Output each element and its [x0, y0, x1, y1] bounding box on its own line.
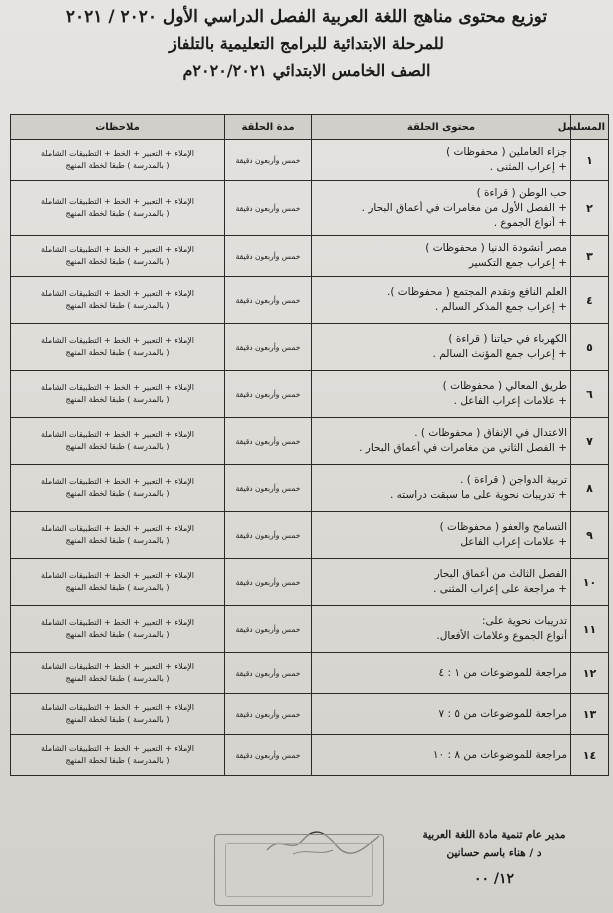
- episode-content: [312, 324, 571, 371]
- content-line: + إعراب جمع المذكر السالم .: [434, 301, 567, 313]
- column-header-content: محتوى الحلقة: [312, 115, 571, 140]
- notes-line: ( بالمدرسة ) طبقا لخطة المنهج: [65, 395, 170, 404]
- notes-line: ( بالمدرسة ) طبقا لخطة المنهج: [65, 348, 170, 357]
- episode-content: [312, 181, 571, 236]
- notes-line: ( بالمدرسة ) طبقا لخطة المنهج: [65, 715, 170, 724]
- row-number: ٧: [571, 418, 609, 465]
- content-line: مراجعة للموضوعات من ١ : ٤: [438, 666, 567, 679]
- episode-notes: [11, 324, 225, 371]
- table-row: [11, 559, 609, 606]
- notes-line: ( بالمدرسة ) طبقا لخطة المنهج: [65, 756, 170, 765]
- curriculum-table: [10, 114, 609, 776]
- content-line: مصر أنشودة الدنيا ( محفوظات ): [425, 242, 567, 254]
- episode-notes: [11, 371, 225, 418]
- row-number: ٨: [571, 465, 609, 512]
- official-stamp: [214, 834, 384, 906]
- row-number: ٩: [571, 512, 609, 559]
- column-header-duration: مدة الحلقة: [225, 115, 312, 140]
- notes-line: الإملاء + التعبير + الخط + التطبيقات الشاملة: [40, 571, 195, 580]
- notes-line: ( بالمدرسة ) طبقا لخطة المنهج: [65, 301, 170, 310]
- episode-content: [312, 735, 571, 776]
- episode-duration: خمس وأربعون دقيقة: [225, 181, 312, 236]
- episode-duration: خمس وأربعون دقيقة: [225, 512, 312, 559]
- episode-content: [312, 277, 571, 324]
- row-number: ٣: [571, 236, 609, 277]
- episode-content: [312, 236, 571, 277]
- episode-duration: خمس وأربعون دقيقة: [225, 277, 312, 324]
- notes-line: ( بالمدرسة ) طبقا لخطة المنهج: [65, 489, 170, 498]
- signature-date: ١٢/ ٠٠: [473, 871, 515, 887]
- episode-duration: خمس وأربعون دقيقة: [225, 371, 312, 418]
- notes-line: ( بالمدرسة ) طبقا لخطة المنهج: [65, 630, 170, 639]
- signatory-title: مدير عام تنمية مادة اللغة العربية: [422, 829, 566, 841]
- episode-notes: [11, 559, 225, 606]
- column-header-num: المسلسل: [571, 115, 609, 140]
- row-number: ١٤: [571, 735, 609, 776]
- episode-content: [312, 371, 571, 418]
- table-row: [11, 371, 609, 418]
- table-row: [11, 236, 609, 277]
- episode-content: [312, 653, 571, 694]
- row-number: ٤: [571, 277, 609, 324]
- episode-duration: خمس وأربعون دقيقة: [225, 324, 312, 371]
- episode-content: [312, 140, 571, 181]
- header-grade-line: الصف الخامس الابتدائي ٢٠٢٠/٢٠٢١م: [182, 61, 431, 80]
- document-footer: [0, 820, 613, 913]
- episode-duration: خمس وأربعون دقيقة: [225, 735, 312, 776]
- table-row: [11, 324, 609, 371]
- signatory-name: د / هناء باسم حسانين: [446, 847, 542, 859]
- table-row: [11, 512, 609, 559]
- content-line: + مراجعة على إعراب المثنى .: [433, 583, 567, 595]
- row-number: ١١: [571, 606, 609, 653]
- header-subtitle-line: للمرحلة الابتدائية للبرامج التعليمية بالتلفاز: [169, 34, 444, 53]
- episode-duration: خمس وأربعون دقيقة: [225, 606, 312, 653]
- notes-line: الإملاء + التعبير + الخط + التطبيقات الشاملة: [40, 149, 195, 158]
- content-line: + إعراب جمع التكسير: [468, 257, 567, 269]
- content-line: + إعراب جمع المؤنث السالم .: [432, 348, 567, 360]
- content-line: + الفصل الثاني من مغامرات في أعماق البحار .: [359, 442, 567, 454]
- content-line: الفصل الثالث من أعماق البحار: [434, 568, 567, 580]
- episode-content: [312, 512, 571, 559]
- notes-line: ( بالمدرسة ) طبقا لخطة المنهج: [65, 536, 170, 545]
- notes-line: الإملاء + التعبير + الخط + التطبيقات الشاملة: [40, 477, 195, 486]
- episode-content: [312, 694, 571, 735]
- notes-line: ( بالمدرسة ) طبقا لخطة المنهج: [65, 583, 170, 592]
- episode-notes: [11, 277, 225, 324]
- episode-duration: خمس وأربعون دقيقة: [225, 418, 312, 465]
- notes-line: الإملاء + التعبير + الخط + التطبيقات الشاملة: [40, 524, 195, 533]
- table-row: [11, 606, 609, 653]
- notes-line: الإملاء + التعبير + الخط + التطبيقات الشاملة: [40, 744, 195, 753]
- table-header-row: [11, 115, 609, 140]
- content-line: أنواع الجموع وعلامات الأفعال.: [436, 630, 567, 642]
- table-row: [11, 140, 609, 181]
- table-row: [11, 181, 609, 236]
- notes-line: الإملاء + التعبير + الخط + التطبيقات الشاملة: [40, 197, 195, 206]
- episode-notes: [11, 418, 225, 465]
- episode-notes: [11, 181, 225, 236]
- content-line: + تدريبات نحوية على ما سبقت دراسته .: [389, 489, 567, 501]
- notes-line: ( بالمدرسة ) طبقا لخطة المنهج: [65, 674, 170, 683]
- episode-duration: خمس وأربعون دقيقة: [225, 694, 312, 735]
- episode-notes: [11, 236, 225, 277]
- table-row: [11, 653, 609, 694]
- notes-line: الإملاء + التعبير + الخط + التطبيقات الشاملة: [40, 383, 195, 392]
- table-row: [11, 418, 609, 465]
- header-title-line: توزيع محتوى مناهج اللغة العربية الفصل الدراسي الأول ٢٠٢٠ / ٢٠٢١: [65, 7, 548, 27]
- column-header-notes: ملاحظات: [11, 115, 225, 140]
- content-line: جزاء العاملين ( محفوظات ): [446, 146, 567, 158]
- episode-duration: خمس وأربعون دقيقة: [225, 236, 312, 277]
- notes-line: الإملاء + التعبير + الخط + التطبيقات الشاملة: [40, 289, 195, 298]
- document-header: [0, 4, 613, 85]
- row-number: ٥: [571, 324, 609, 371]
- episode-content: [312, 418, 571, 465]
- notes-line: ( بالمدرسة ) طبقا لخطة المنهج: [65, 442, 170, 451]
- content-line: تربية الدواجن ( قراءة ) .: [460, 474, 567, 486]
- episode-notes: [11, 140, 225, 181]
- row-number: ١: [571, 140, 609, 181]
- row-number: ١٣: [571, 694, 609, 735]
- content-line: طريق المعالي ( محفوظات ): [442, 380, 567, 392]
- episode-content: [312, 465, 571, 512]
- episode-notes: [11, 653, 225, 694]
- table-row: [11, 277, 609, 324]
- content-line: + أنواع الجموع .: [493, 216, 567, 229]
- content-line: مراجعة للموضوعات من ٥ : ٧: [438, 707, 567, 720]
- content-line: + علامات إعراب الفاعل: [460, 536, 567, 548]
- notes-line: ( بالمدرسة ) طبقا لخطة المنهج: [65, 209, 170, 218]
- notes-line: الإملاء + التعبير + الخط + التطبيقات الشاملة: [40, 703, 195, 712]
- episode-notes: [11, 465, 225, 512]
- notes-line: الإملاء + التعبير + الخط + التطبيقات الشاملة: [40, 336, 195, 345]
- content-line: العلم النافع وتقدم المجتمع ( محفوظات ).: [387, 286, 567, 298]
- content-line: الكهرباء في حياتنا ( قراءة ): [448, 333, 567, 345]
- notes-line: الإملاء + التعبير + الخط + التطبيقات الشاملة: [40, 662, 195, 671]
- row-number: ١٠: [571, 559, 609, 606]
- content-line: + علامات إعراب الفاعل .: [453, 395, 567, 407]
- episode-duration: خمس وأربعون دقيقة: [225, 559, 312, 606]
- episode-notes: [11, 512, 225, 559]
- notes-line: ( بالمدرسة ) طبقا لخطة المنهج: [65, 257, 170, 266]
- table-row: [11, 465, 609, 512]
- row-number: ١٢: [571, 653, 609, 694]
- content-line: + الفصل الأول من مغامرات في أعماق البحار .: [361, 201, 567, 214]
- episode-content: [312, 559, 571, 606]
- episode-notes: [11, 694, 225, 735]
- episode-content: [312, 606, 571, 653]
- episode-notes: [11, 606, 225, 653]
- content-line: + إعراب المثنى .: [489, 161, 567, 173]
- episode-duration: خمس وأربعون دقيقة: [225, 653, 312, 694]
- signature-block: [389, 826, 599, 890]
- content-line: التسامح والعفو ( محفوظات ): [439, 521, 567, 533]
- notes-line: الإملاء + التعبير + الخط + التطبيقات الشاملة: [40, 430, 195, 439]
- notes-line: ( بالمدرسة ) طبقا لخطة المنهج: [65, 161, 170, 170]
- content-line: حب الوطن ( قراءة ): [476, 186, 567, 199]
- notes-line: الإملاء + التعبير + الخط + التطبيقات الشاملة: [40, 245, 195, 254]
- row-number: ٢: [571, 181, 609, 236]
- table-body: [11, 140, 609, 776]
- table-row: [11, 694, 609, 735]
- content-line: مراجعة للموضوعات من ٨ : ١٠: [432, 748, 567, 761]
- content-line: تدريبات نحوية على:: [481, 615, 567, 627]
- stamp-inner-frame: [225, 843, 373, 897]
- episode-duration: خمس وأربعون دقيقة: [225, 140, 312, 181]
- episode-notes: [11, 735, 225, 776]
- table-row: [11, 735, 609, 776]
- episode-duration: خمس وأربعون دقيقة: [225, 465, 312, 512]
- notes-line: الإملاء + التعبير + الخط + التطبيقات الشاملة: [40, 618, 195, 627]
- row-number: ٦: [571, 371, 609, 418]
- content-line: الاعتدال في الإنفاق ( محفوظات ) .: [414, 427, 567, 439]
